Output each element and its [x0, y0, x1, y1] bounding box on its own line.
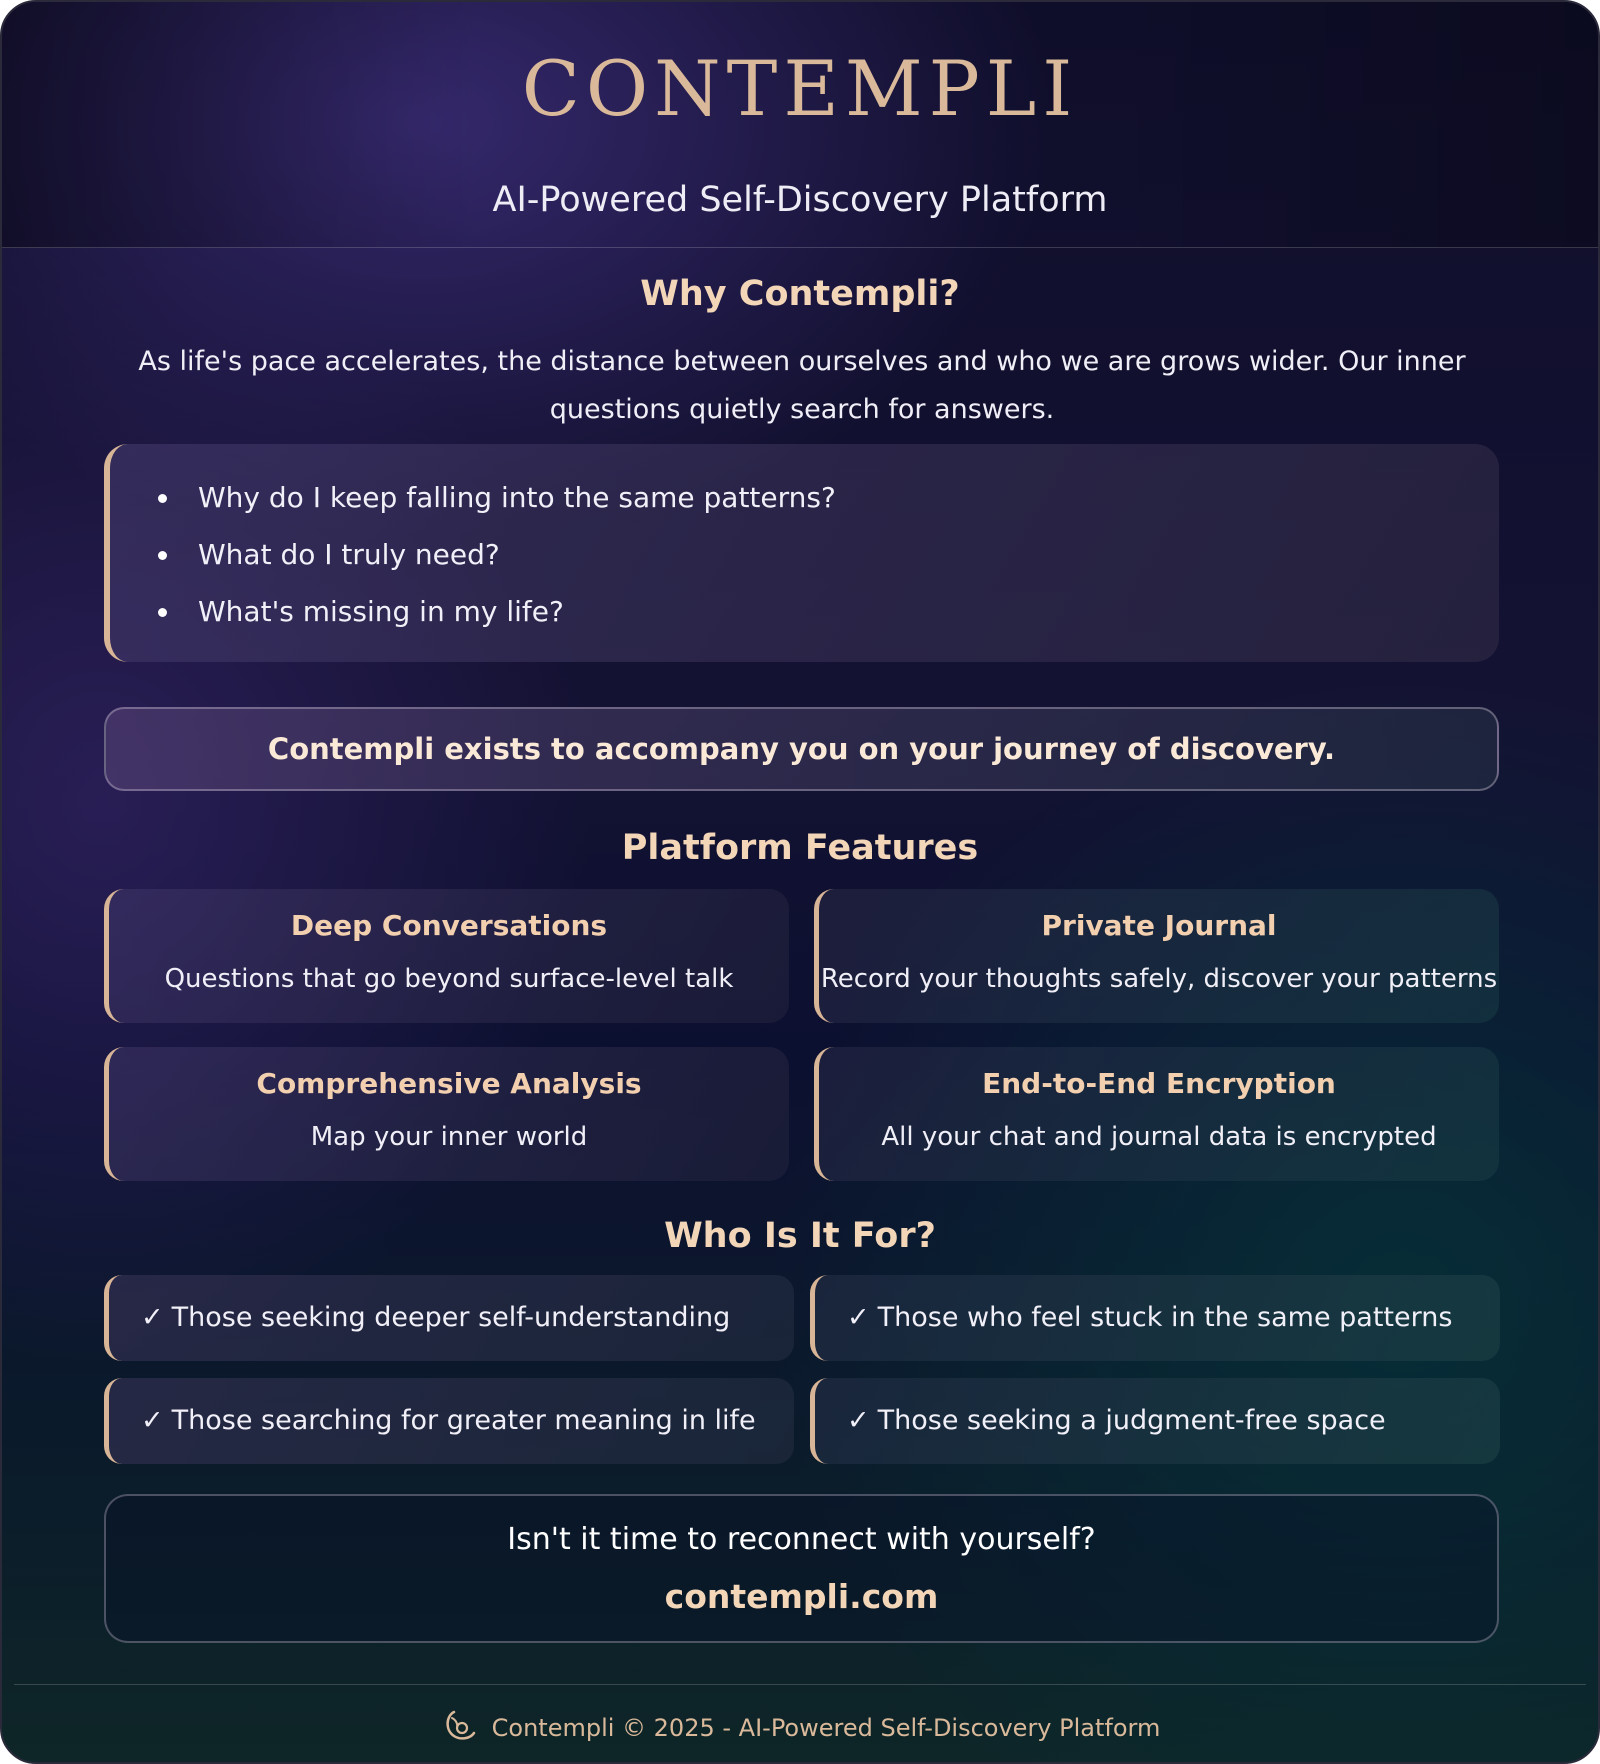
audience-item — [104, 1378, 794, 1464]
why-section-title: Why Contempli? — [640, 274, 960, 314]
audience-item — [104, 1275, 794, 1361]
check-icon: ✓ — [847, 1405, 870, 1436]
footer-text: Contempli © 2025 - AI-Powered Self-Discovery Platform — [491, 1714, 1161, 1742]
check-icon: ✓ — [141, 1302, 164, 1333]
question-item: Why do I keep falling into the same patterns? — [150, 478, 1499, 535]
brand-logo[interactable]: CONTEMPLI — [521, 44, 1079, 133]
audience-item-label: Those seeking deeper self-understanding — [171, 1302, 731, 1333]
audience-item — [810, 1275, 1500, 1361]
intro-text: As life's pace accelerates, the distance between ourselves and who we are grows wider. Our inner questions quietly search for answers. — [138, 346, 1466, 425]
feature-card-encryption — [814, 1047, 1499, 1181]
contempli-emblem-icon — [440, 1706, 478, 1750]
tagline: AI-Powered Self-Discovery Platform — [492, 180, 1108, 220]
feature-desc: Map your inner world — [310, 1122, 588, 1152]
feature-desc: Record your thoughts safely, discover your patterns — [820, 964, 1498, 994]
audience-section-title: Who Is It For? — [664, 1216, 936, 1256]
cta-question: Isn't it time to reconnect with yourself? — [507, 1522, 1096, 1557]
check-icon: ✓ — [847, 1302, 870, 1333]
questions-box — [104, 444, 1499, 662]
questions-list — [150, 478, 1499, 649]
check-icon: ✓ — [141, 1405, 164, 1436]
feature-card-private-journal — [814, 889, 1499, 1023]
website-link[interactable]: contempli.com — [664, 1577, 939, 1616]
feature-title: Comprehensive Analysis — [256, 1067, 642, 1100]
feature-desc: Questions that go beyond surface-level talk — [164, 964, 734, 994]
feature-desc: All your chat and journal data is encrypted — [881, 1122, 1437, 1152]
header — [2, 2, 1598, 248]
audience-item — [810, 1378, 1500, 1464]
audience-item-label: Those searching for greater meaning in life — [171, 1405, 756, 1436]
mission-statement: Contempli exists to accompany you on your journey of discovery. — [104, 707, 1499, 791]
audience-item-label: Those seeking a judgment-free space — [877, 1405, 1386, 1436]
footer — [2, 1706, 1598, 1750]
question-item: What do I truly need? — [150, 535, 1499, 592]
feature-title: Deep Conversations — [290, 909, 608, 942]
audience-item-label: Those who feel stuck in the same patterns — [877, 1302, 1453, 1333]
feature-title: End-to-End Encryption — [982, 1067, 1336, 1100]
features-section-title: Platform Features — [621, 828, 979, 868]
question-item: What's missing in my life? — [150, 592, 1499, 649]
feature-card-deep-conversations — [104, 889, 789, 1023]
footer-divider — [14, 1684, 1586, 1685]
cta-box — [104, 1494, 1499, 1643]
feature-title: Private Journal — [1041, 909, 1277, 942]
feature-card-comprehensive-analysis — [104, 1047, 789, 1181]
